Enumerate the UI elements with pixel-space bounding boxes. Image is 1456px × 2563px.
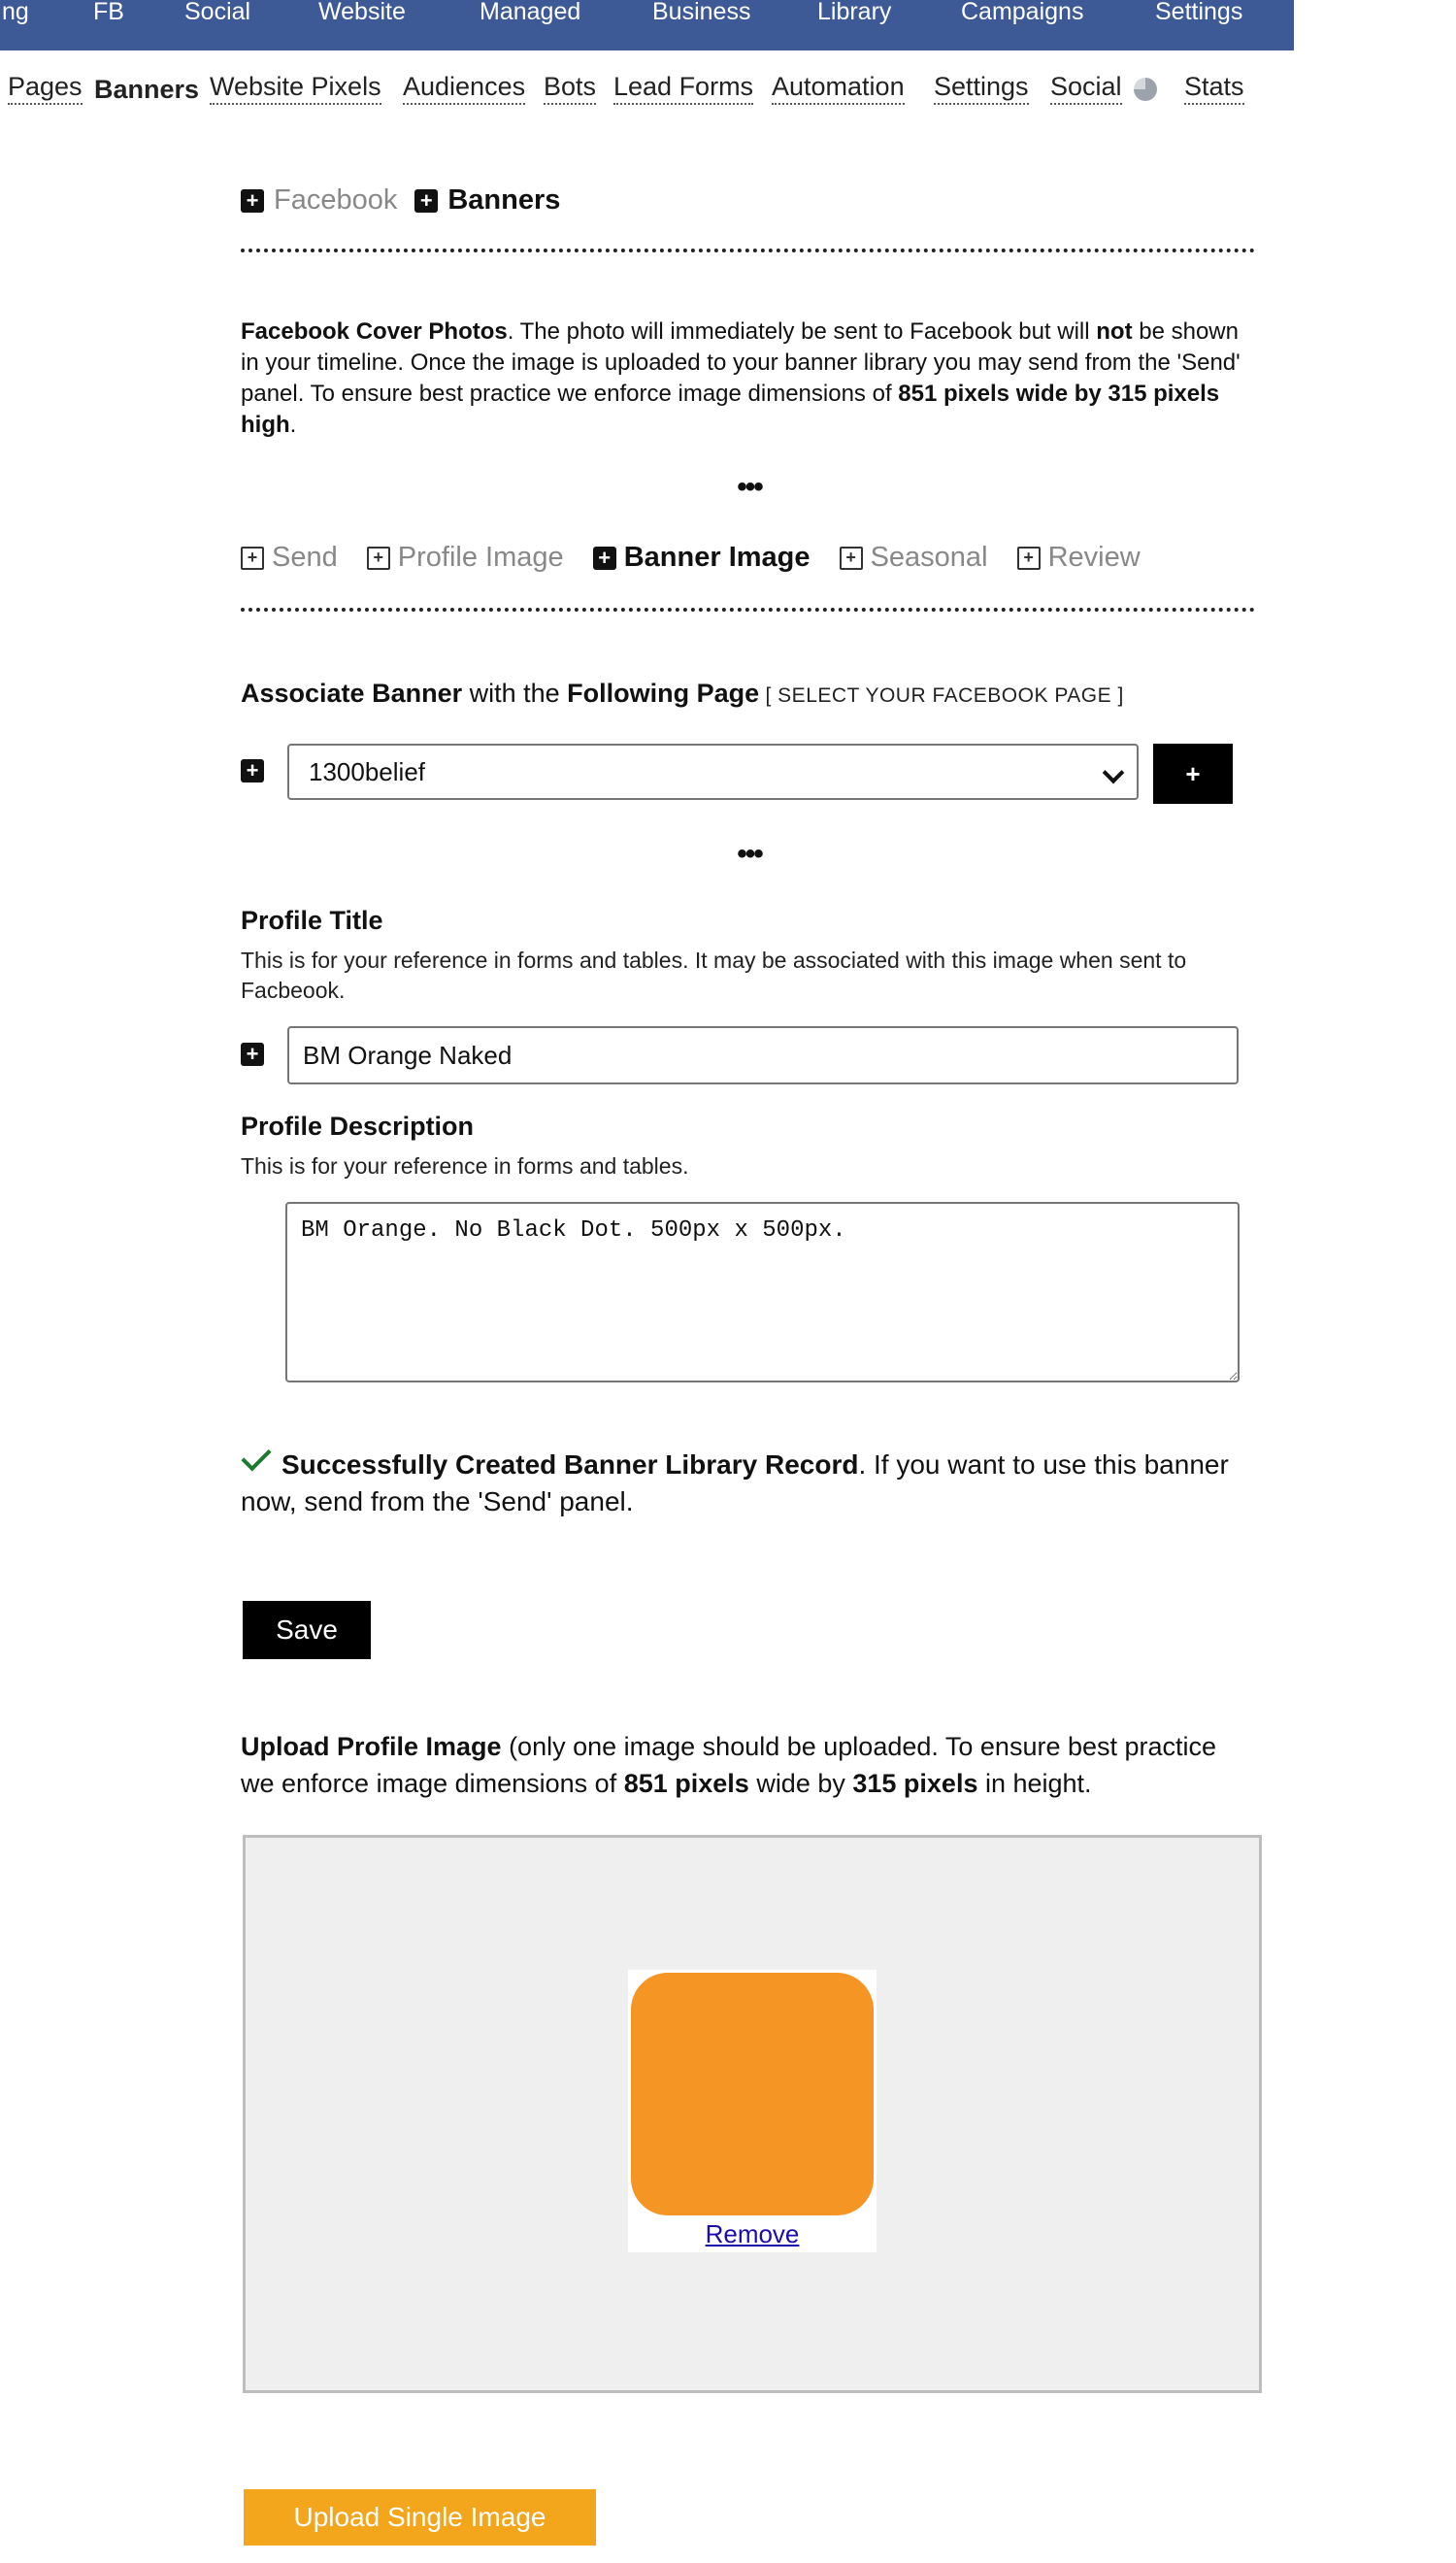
subnav-automation[interactable]: Automation [772, 70, 905, 105]
tab-label: Send [272, 542, 338, 573]
profile-title-input[interactable] [287, 1026, 1239, 1084]
subnav-settings[interactable]: Settings [934, 70, 1029, 105]
tab-label: Review [1047, 542, 1141, 573]
nav-item-library[interactable]: Library [817, 0, 892, 25]
intro-not: not [1096, 318, 1133, 345]
remove-image-link[interactable]: Remove [705, 2219, 800, 2248]
intro-paragraph [241, 316, 1255, 441]
profile-title-help: This is for your reference in forms and tables. It may be associated with this image when sent to Facbeook. [241, 948, 1187, 1003]
chevron-down-icon [1103, 762, 1125, 784]
subnav-stats[interactable]: Stats [1184, 70, 1244, 105]
plus-square-icon: + [367, 547, 390, 570]
subnav-banners[interactable]: Banners [94, 75, 200, 104]
tab-seasonal[interactable] [840, 536, 988, 579]
plus-icon[interactable]: + [414, 189, 438, 213]
checkmark-icon [241, 1441, 271, 1471]
tab-label: Profile Image [397, 542, 564, 573]
facebook-page-select[interactable] [287, 744, 1139, 800]
select-page-hint: [ SELECT YOUR FACEBOOK PAGE ] [759, 684, 1124, 707]
plus-square-icon: + [241, 547, 264, 570]
following-page-label: Following Page [567, 679, 760, 708]
intro-dimensions: 851 pixels wide by 315 pixels high [241, 381, 1220, 438]
plus-square-icon: + [1017, 547, 1041, 570]
profile-description-textarea[interactable] [285, 1202, 1240, 1382]
intro-lead: Facebook Cover Photos [241, 318, 508, 345]
nav-item-social[interactable]: Social [184, 0, 251, 25]
subnav-social[interactable]: Social [1050, 70, 1122, 105]
image-preview [628, 1970, 877, 2252]
intro-text: . [289, 412, 297, 438]
upload-single-image-button[interactable]: Upload Single Image [244, 2489, 596, 2546]
success-title: Successfully Created Banner Library Record [281, 1449, 859, 1480]
nav-item-fb[interactable]: FB [93, 0, 124, 25]
more-options-icon[interactable]: ••• [737, 471, 762, 503]
sub-navigation [0, 70, 1456, 109]
upload-text: in height. [977, 1769, 1092, 1798]
tab-label: Seasonal [870, 542, 988, 573]
uploaded-image-thumbnail [631, 1973, 874, 2215]
save-button[interactable]: Save [243, 1601, 371, 1659]
breadcrumb [241, 181, 560, 219]
subnav-audiences[interactable]: Audiences [403, 70, 525, 105]
top-navigation [0, 0, 1294, 50]
profile-title-label: Profile Title [241, 906, 383, 935]
associate-text: with the [462, 679, 568, 708]
tab-banner-image[interactable] [593, 536, 811, 579]
upload-instructions [241, 1728, 1255, 1802]
tab-review[interactable] [1017, 536, 1141, 579]
profile-description-help: This is for your reference in forms and tables. [241, 1153, 689, 1179]
tab-send[interactable] [241, 536, 338, 579]
intro-text: be shown in your timeline. Once the image is uploaded to your banner library you may send from the 'Send' panel. To ensure best practice we enforce image dimensions of [241, 318, 1241, 407]
subnav-pages[interactable]: Pages [8, 70, 83, 105]
associate-banner-label: Associate Banner [241, 679, 463, 708]
nav-item-managed[interactable]: Managed [480, 0, 581, 25]
panel-tabs [241, 536, 1162, 579]
plus-square-icon: + [840, 547, 863, 570]
plus-icon[interactable]: + [241, 189, 264, 213]
nav-item-marketing[interactable]: ng [2, 0, 29, 25]
tab-profile-image[interactable] [367, 536, 564, 579]
upload-text: wide by [748, 1769, 853, 1798]
divider [241, 608, 1255, 612]
profile-description-label: Profile Description [241, 1112, 475, 1141]
subnav-bots[interactable]: Bots [544, 70, 596, 105]
plus-icon[interactable]: + [241, 759, 264, 782]
success-text: . If you want to use this banner now, send from the 'Send' panel. [241, 1449, 1229, 1516]
divider [241, 249, 1255, 252]
upload-width: 851 pixels [623, 1769, 749, 1798]
nav-item-business[interactable]: Business [652, 0, 751, 25]
upload-heading: Upload Profile Image [241, 1732, 502, 1761]
nav-item-settings[interactable]: Settings [1155, 0, 1243, 25]
nav-item-campaigns[interactable]: Campaigns [961, 0, 1084, 25]
intro-text: . The photo will immediately be sent to Facebook but will [507, 318, 1097, 345]
breadcrumb-banners: Banners [447, 184, 561, 216]
more-options-icon[interactable]: ••• [737, 838, 762, 870]
nav-item-website[interactable]: Website [318, 0, 406, 25]
success-message [241, 1443, 1255, 1520]
add-page-button[interactable]: + [1153, 744, 1233, 804]
pie-chart-icon [1134, 78, 1157, 101]
subnav-lead-forms[interactable]: Lead Forms [613, 70, 753, 105]
plus-icon: + [593, 547, 616, 570]
upload-text: (only one image should be uploaded. To ensure best practice we enforce image dimensions of [241, 1732, 1217, 1798]
upload-height: 315 pixels [852, 1769, 978, 1798]
subnav-website-pixels[interactable]: Website Pixels [210, 70, 381, 105]
breadcrumb-facebook[interactable]: Facebook [274, 184, 398, 216]
associate-heading [241, 674, 1124, 716]
plus-icon[interactable]: + [241, 1043, 264, 1066]
tab-label: Banner Image [623, 542, 811, 573]
selected-page-value: 1300belief [309, 757, 425, 786]
